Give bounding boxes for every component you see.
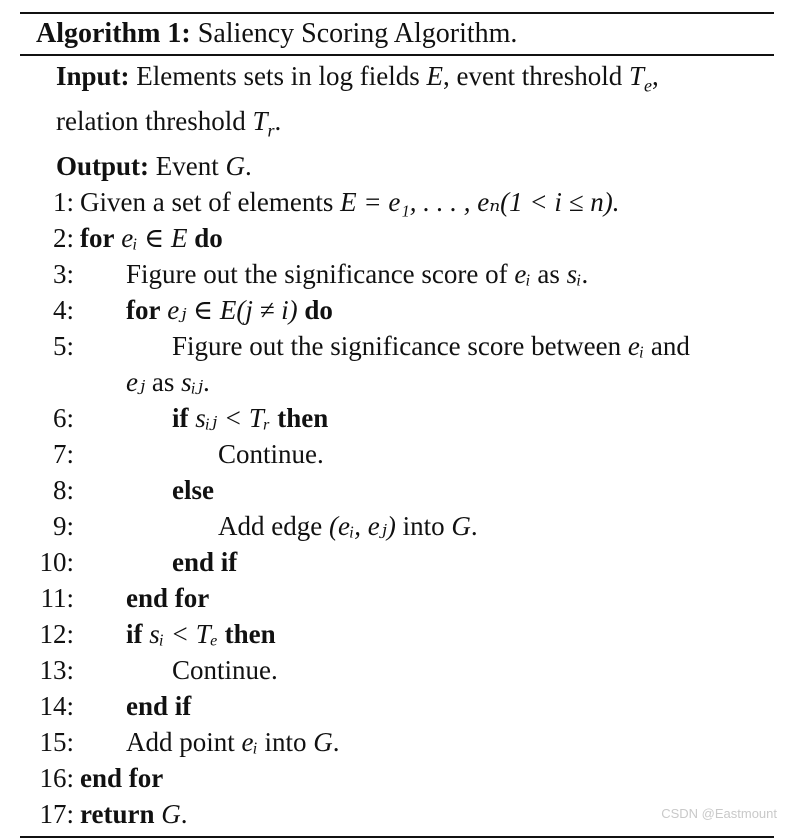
input-text-3: , [652,60,659,91]
line-number: 2: [52,223,74,254]
line-number: 9: [52,511,74,542]
keyword: for [126,295,161,326]
algo-line-1 [20,184,774,220]
input-text-5: . [274,105,282,136]
line-text: Given a set of elements [80,187,341,218]
input-text-2: , event threshold [443,60,629,91]
algo-line-10 [20,544,774,580]
line-number: 16: [39,763,74,794]
line-math: E = e₁, . . . , eₙ(1 < i ≤ n). [340,187,620,218]
caption-title: Saliency Scoring Algorithm. [197,18,518,49]
line-number: 1: [52,187,74,218]
input-Te-sub: e [644,74,653,95]
line-number: 15: [39,727,74,758]
line-math: G [313,727,333,758]
input-Tr-sub: r [267,120,275,141]
algo-line-5 [20,328,774,364]
line-text: into [395,511,452,542]
line-number: 10: [39,547,74,578]
algo-line-11 [20,580,774,616]
input-Tr: T [252,105,268,136]
input-text-4: relation threshold [56,105,253,136]
algo-line-3 [20,256,774,292]
input-Te: T [628,60,645,91]
keyword: end for [126,583,210,614]
line-number: 5: [52,331,74,362]
line-number: 3: [52,259,74,290]
algo-line-6 [20,400,774,436]
line-text: into [257,727,314,758]
input-line [20,58,774,103]
keyword: for [80,223,115,254]
keyword: if [126,619,143,650]
line-number: 13: [39,655,74,686]
line-math: eᵢ [241,727,258,758]
keyword: do [194,223,223,254]
algorithm-caption [20,14,774,54]
algo-line-14 [20,688,774,724]
output-end: . [245,151,252,182]
line-math: eᵢ [514,259,531,290]
line-math: G [161,799,181,830]
line-math: sᵢ [566,259,582,290]
watermark: CSDN @Eastmount [661,806,777,821]
algo-line-7 [20,436,774,472]
line-text: Figure out the significance score of [126,259,515,290]
line-math: eⱼ ∈ E(j ≠ i) [167,295,298,326]
line-math: sᵢⱼ < Tᵣ [195,403,271,434]
keyword: then [277,403,329,434]
keyword: then [224,619,276,650]
keyword: else [172,475,214,506]
line-number: 11: [40,583,74,614]
line-math: sᵢ < Tₑ [149,619,218,650]
line-math: eⱼ [126,367,146,398]
line-number: 14: [39,691,74,722]
keyword: return [80,799,155,830]
input-label: Input: [56,60,130,91]
output-G: G [225,151,246,182]
line-text: Add edge [218,511,329,542]
output-label: Output: [56,151,150,182]
algorithm-block [20,12,774,838]
line-math: eᵢ ∈ E [121,223,188,254]
algo-line-9 [20,508,774,544]
caption-label: Algorithm 1: [36,18,191,49]
line-number: 7: [52,439,74,470]
line-text: Add point [126,727,242,758]
output-line [20,148,774,184]
line-text: Continue. [172,655,278,686]
keyword: do [304,295,333,326]
line-math: eᵢ [627,331,645,362]
line-math: (eᵢ, eⱼ) [328,511,396,542]
line-text: . [203,367,210,398]
keyword: end if [172,547,238,578]
line-text: Continue. [218,439,324,470]
keyword: if [172,403,189,434]
line-text: . [180,799,188,830]
keyword: end if [126,691,192,722]
keyword: end for [80,763,164,794]
line-number: 12: [39,619,74,650]
line-text: and [644,331,690,362]
line-text: as [145,367,182,398]
line-math: G [451,511,471,542]
algo-line-5-cont [20,364,774,400]
algo-line-15 [20,724,774,760]
algo-line-2 [20,220,774,256]
line-text: . [581,259,589,290]
line-number: 6: [52,403,74,434]
algo-line-12 [20,616,774,652]
line-number: 17: [39,799,74,830]
algo-line-8 [20,472,774,508]
input-E: E [426,60,444,91]
algorithm-body [20,56,774,833]
algo-line-16 [20,760,774,796]
line-text: . [332,727,340,758]
line-text: . [470,511,478,542]
line-math: sᵢⱼ [181,367,204,398]
line-number: 4: [52,295,74,326]
line-text: as [530,259,567,290]
output-text: Event [155,151,226,182]
input-text-1: Elements sets in log fields [136,60,427,91]
line-text: Figure out the significance score between [172,331,628,362]
algo-line-13 [20,652,774,688]
algo-line-4 [20,292,774,328]
input-line-2 [20,103,774,148]
line-number: 8: [52,475,74,506]
